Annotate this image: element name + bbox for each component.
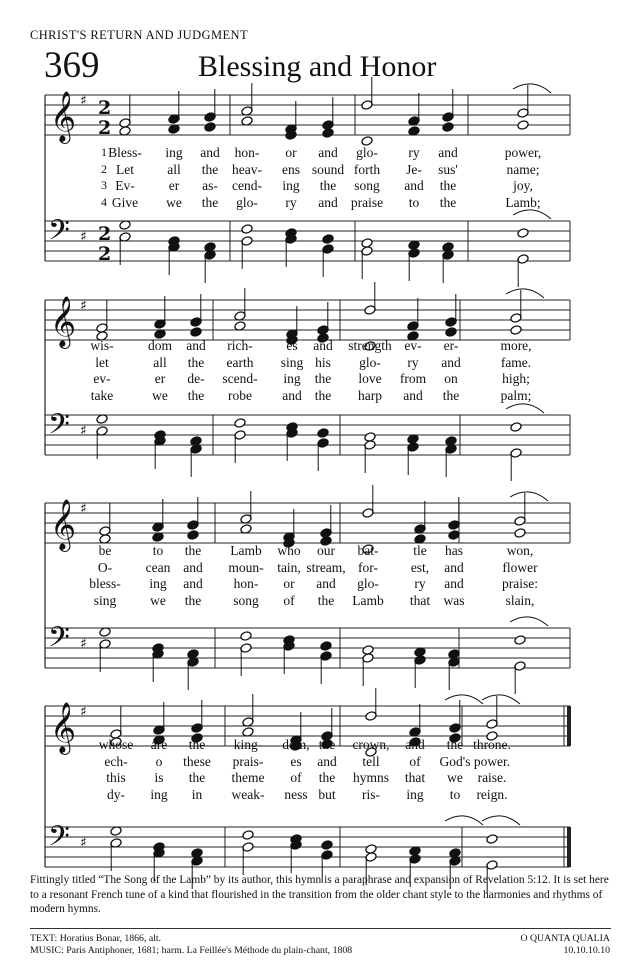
- lyric-syllable: song: [354, 178, 380, 193]
- lyric-syllable: fame.: [500, 354, 532, 370]
- key-signature-sharp-icon: ♯: [80, 636, 87, 652]
- lyric-syllable: harp: [358, 387, 382, 403]
- lyric-syllable: robe: [228, 387, 252, 403]
- hymn-title: Blessing and Honor: [198, 50, 437, 83]
- lyric-syllable: Lamb: [352, 592, 384, 608]
- lyric-syllable: of: [283, 592, 295, 608]
- lyric-syllable: to: [408, 194, 420, 210]
- lyric-syllable: we: [166, 194, 182, 210]
- lyric-syllable: the: [319, 178, 337, 193]
- lyric-syllable: scend-: [222, 371, 258, 386]
- lyric-syllable: glo-: [356, 145, 378, 160]
- lyric-syllable: ech-: [104, 753, 128, 769]
- lyric-syllable: dom,: [282, 737, 310, 752]
- lyric-syllable: power.: [473, 753, 511, 769]
- lyric-syllable: the: [446, 737, 464, 752]
- lyric-syllable: and: [200, 145, 220, 160]
- key-signature-sharp-icon: ♯: [80, 423, 87, 439]
- lyric-syllable: let: [95, 354, 109, 370]
- lyric-syllable: prais-: [232, 753, 264, 769]
- lyric-syllable: ry: [285, 194, 297, 210]
- lyric-syllable: flower: [502, 559, 538, 575]
- note-head: [190, 327, 202, 338]
- lyric-syllable: Lamb: [230, 543, 262, 558]
- lyric-syllable: and: [444, 576, 464, 591]
- lyric-line: [0, 195, 640, 211]
- bass-clef-icon: 𝄢: [48, 214, 70, 254]
- lyric-syllable: on: [444, 371, 458, 386]
- lyric-syllable: the: [314, 371, 332, 386]
- lyric-syllable: and: [183, 576, 203, 591]
- lyric-syllable: praise:: [502, 576, 538, 591]
- lyric-syllable: glo-: [236, 194, 258, 210]
- key-signature-sharp-icon: ♯: [80, 93, 87, 109]
- lyric-syllable: theme: [231, 770, 265, 785]
- key-signature-sharp-icon: ♯: [80, 298, 87, 314]
- lyric-line: [0, 737, 640, 753]
- lyric-syllable: cend-: [232, 178, 262, 193]
- note-head: [317, 428, 329, 439]
- note-head: [510, 422, 522, 433]
- lyric-syllable: we: [150, 592, 166, 608]
- note-head: [322, 128, 334, 139]
- lyric-syllable: the: [187, 354, 205, 370]
- lyric-syllable: ing: [282, 178, 300, 193]
- lyric-syllable: the: [439, 194, 457, 210]
- treble-clef-icon: 𝄞: [50, 702, 77, 753]
- lyric-syllable: we: [447, 770, 463, 785]
- note-head: [517, 120, 529, 131]
- verse-number: 1: [101, 145, 107, 159]
- lyric-line: [0, 787, 640, 803]
- lyric-line: [0, 178, 640, 194]
- lyric-line: [0, 770, 640, 786]
- time-signature-top: 2: [98, 223, 112, 245]
- tie-arc: [445, 695, 483, 704]
- music-credit: MUSIC: Paris Antiphoner, 1681; harm. La Feillée's Méthode du plain-chant, 1808: [30, 944, 353, 956]
- lyric-syllable: ris-: [362, 786, 380, 802]
- note-head: [442, 122, 454, 133]
- lyric-syllable: his: [315, 354, 331, 370]
- lyric-syllable: bless-: [89, 576, 121, 591]
- credits-left: [30, 933, 352, 956]
- note-head: [510, 325, 522, 336]
- lyric-syllable: dy-: [107, 786, 125, 802]
- text-credit: TEXT: Horatius Bonar, 1866, alt.: [30, 933, 162, 944]
- key-signature-sharp-icon: ♯: [80, 704, 87, 720]
- note-head: [321, 840, 333, 851]
- lyric-syllable: sing: [280, 354, 304, 370]
- lyric-syllable: Lamb;: [505, 194, 541, 210]
- note-head: [187, 530, 199, 541]
- lyric-syllable: of: [409, 753, 421, 769]
- tie-arc: [506, 289, 544, 298]
- lyric-syllable: as-: [202, 178, 218, 193]
- lyric-syllable: ens: [282, 161, 300, 177]
- note-head: [445, 327, 457, 338]
- lyric-syllable: the: [184, 592, 202, 608]
- lyric-syllable: joy,: [513, 178, 533, 193]
- lyric-syllable: ev-: [93, 371, 111, 386]
- lyric-line: [0, 754, 640, 770]
- lyric-syllable: the: [314, 387, 332, 403]
- lyric-line: [0, 388, 640, 404]
- lyric-syllable: est,: [410, 559, 430, 575]
- lyric-syllable: more,: [500, 338, 532, 353]
- lyric-syllable: ry: [408, 145, 420, 160]
- tie-arc: [513, 84, 551, 93]
- lyric-syllable: but: [318, 786, 336, 802]
- lyric-syllable: we: [152, 387, 168, 403]
- lyric-syllable: high;: [502, 371, 530, 386]
- lyric-syllable: the: [188, 770, 206, 785]
- lyric-syllable: glo-: [357, 576, 379, 591]
- note-head: [517, 228, 529, 239]
- lyric-syllable: that: [409, 592, 431, 608]
- lyric-line: [0, 371, 640, 387]
- lyric-syllable: tell: [362, 753, 380, 769]
- lyric-syllable: Let: [116, 161, 134, 177]
- note-head: [486, 834, 498, 845]
- lyric-syllable: er-: [443, 338, 459, 353]
- lyric-syllable: ev-: [404, 338, 422, 353]
- lyric-syllable: strength: [348, 338, 392, 353]
- time-signature-top: 2: [98, 97, 112, 119]
- lyric-syllable: tain,: [277, 559, 301, 575]
- time-signature-bottom: 2: [98, 243, 112, 265]
- bass-staff: [45, 621, 570, 668]
- lyric-syllable: rich-: [227, 338, 253, 353]
- lyric-syllable: sus': [438, 161, 458, 177]
- lyric-syllable: the: [439, 178, 457, 193]
- lyric-syllable: of: [290, 770, 302, 785]
- tie-arc: [513, 210, 551, 219]
- key-signature-sharp-icon: ♯: [80, 501, 87, 517]
- key-signature-sharp-icon: ♯: [80, 835, 87, 851]
- note-head: [514, 635, 526, 646]
- lyric-syllable: power,: [504, 145, 542, 160]
- note-head: [240, 631, 252, 642]
- lyric-syllable: and: [318, 145, 338, 160]
- lyric-line: [0, 543, 640, 559]
- lyric-syllable: love: [358, 371, 382, 386]
- tune-name: O QUANTA QUALIA: [520, 933, 610, 944]
- treble-clef-icon: 𝄞: [50, 499, 77, 550]
- lyric-syllable: es: [290, 753, 302, 769]
- lyric-syllable: and: [441, 354, 461, 370]
- time-signature-bottom: 2: [98, 117, 112, 139]
- lyric-syllable: ing: [283, 371, 301, 386]
- hymn-note: Fittingly titled “The Song of the Lamb” by its author, this hymn is a paraphrase and expansion of Revelation 5:12. It is set here to a resonant French tune of a kind that flourished in the transition from the older chant style to the harmonies and rhythms of modern hymns.: [30, 874, 609, 915]
- lyric-syllable: sing: [93, 592, 117, 608]
- lyric-syllable: forth: [353, 161, 381, 177]
- lyric-syllable: praise: [350, 194, 384, 210]
- lyric-syllable: er: [168, 178, 180, 193]
- lyric-syllable: tle: [413, 543, 427, 558]
- footer-divider: [30, 928, 611, 929]
- lyric-syllable: reign.: [476, 786, 508, 802]
- lyric-syllable: our: [317, 543, 335, 558]
- note-head: [234, 418, 246, 429]
- lyric-syllable: was: [443, 592, 465, 608]
- lyric-syllable: and: [183, 559, 203, 575]
- note-head: [242, 830, 254, 841]
- lyric-syllable: bat-: [357, 543, 379, 558]
- key-signature-sharp-icon: ♯: [80, 229, 87, 245]
- lyric-syllable: these: [183, 753, 211, 769]
- lyric-syllable: stream,: [306, 559, 346, 575]
- tie-arc: [445, 816, 483, 825]
- lyric-line: [0, 560, 640, 576]
- hymn-number: 369: [44, 45, 100, 86]
- lyric-syllable: all: [167, 161, 181, 177]
- lyric-syllable: earth: [226, 354, 254, 370]
- lyric-syllable: the: [187, 387, 205, 403]
- lyric-syllable: the: [442, 387, 460, 403]
- lyric-syllable: and: [438, 145, 458, 160]
- lyric-syllable: to: [449, 786, 461, 802]
- note-head: [241, 224, 253, 235]
- credits-right: [520, 933, 610, 956]
- bass-staff: [45, 408, 570, 455]
- lyric-syllable: glo-: [359, 354, 381, 370]
- lyric-syllable: ry: [414, 576, 426, 591]
- lyric-syllable: and: [317, 753, 337, 769]
- lyric-syllable: or: [283, 576, 295, 591]
- treble-clef-icon: 𝄞: [50, 296, 77, 347]
- lyric-syllable: name;: [506, 161, 540, 177]
- lyric-syllable: or: [285, 145, 297, 160]
- lyric-syllable: cean: [145, 559, 171, 575]
- note-head: [514, 528, 526, 539]
- bass-clef-icon: 𝄢: [48, 820, 70, 860]
- lyric-syllable: and: [444, 559, 464, 575]
- lyric-syllable: and: [404, 178, 424, 193]
- lyric-syllable: and: [316, 576, 336, 591]
- lyric-syllable: in: [191, 786, 203, 802]
- lyric-line: [0, 162, 640, 178]
- verse-number: 3: [101, 178, 107, 192]
- lyric-syllable: the: [184, 543, 202, 558]
- bass-clef-icon: 𝄢: [48, 621, 70, 661]
- lyric-syllable: the: [201, 194, 219, 210]
- lyric-syllable: from: [399, 371, 427, 386]
- lyric-syllable: crown,: [352, 737, 390, 752]
- lyric-syllable: who: [277, 543, 301, 558]
- note-head: [448, 530, 460, 541]
- lyric-syllable: ing: [165, 145, 183, 160]
- note-head: [320, 641, 332, 652]
- lyric-syllable: ing: [406, 786, 424, 802]
- lyric-syllable: O-: [97, 559, 113, 575]
- lyric-syllable: slain,: [505, 592, 535, 608]
- lyric-syllable: are: [150, 737, 168, 752]
- lyric-syllable: this: [106, 770, 126, 785]
- lyric-syllable: take: [90, 387, 114, 403]
- lyric-syllable: o: [155, 753, 163, 769]
- lyric-syllable: king-: [233, 737, 263, 752]
- lyric-syllable: Bless-: [108, 145, 142, 160]
- lyric-syllable: de-: [187, 371, 205, 386]
- lyric-syllable: and: [313, 338, 333, 353]
- lyric-line: [0, 355, 640, 371]
- bass-clef-icon: 𝄢: [48, 408, 70, 448]
- section-heading: CHRIST'S RETURN AND JUDGMENT: [30, 28, 248, 42]
- lyric-syllable: moun-: [228, 559, 264, 575]
- lyric-syllable: ness: [284, 786, 308, 802]
- lyric-syllable: whose: [98, 737, 134, 752]
- lyric-syllable: and: [403, 387, 423, 403]
- lyric-line: [0, 593, 640, 609]
- lyric-syllable: be: [98, 543, 112, 558]
- lyric-syllable: sound: [311, 161, 345, 177]
- lyric-line: [0, 338, 640, 354]
- lyric-syllable: song: [233, 592, 259, 608]
- lyric-syllable: es: [286, 338, 298, 353]
- treble-staff: [45, 91, 570, 144]
- lyric-syllable: the: [318, 737, 336, 752]
- lyric-line: [0, 145, 640, 161]
- meter: 10.10.10.10: [563, 944, 610, 956]
- lyric-syllable: Je-: [406, 161, 422, 177]
- lyric-syllable: hon-: [233, 576, 259, 591]
- note-head: [322, 234, 334, 245]
- lyric-syllable: won,: [506, 543, 534, 558]
- lyric-syllable: is: [154, 770, 164, 785]
- lyric-syllable: ing: [150, 786, 168, 802]
- lyric-syllable: Give: [111, 194, 139, 210]
- lyric-syllable: for-: [358, 559, 378, 575]
- tie-arc: [510, 617, 548, 626]
- lyric-syllable: God's: [439, 753, 471, 769]
- lyric-syllable: hon-: [234, 145, 260, 160]
- lyric-syllable: wis-: [90, 338, 114, 353]
- lyric-syllable: the: [317, 592, 335, 608]
- tie-arc: [510, 492, 548, 501]
- lyric-syllable: that: [404, 770, 426, 785]
- lyric-syllable: and: [186, 338, 206, 353]
- tie-arc: [482, 816, 520, 825]
- tie-arc: [482, 695, 520, 704]
- lyric-syllable: ry: [407, 354, 419, 370]
- lyric-syllable: heav-: [232, 161, 262, 177]
- verse-number: 4: [101, 194, 107, 209]
- verse-number: 2: [101, 161, 107, 176]
- lyric-syllable: the: [188, 737, 206, 752]
- lyric-syllable: Ev-: [115, 178, 135, 193]
- lyric-syllable: er: [154, 371, 166, 386]
- lyric-syllable: ing: [149, 576, 167, 591]
- lyric-syllable: and: [405, 737, 425, 752]
- lyric-syllable: and: [318, 194, 338, 210]
- lyric-line: [0, 576, 640, 592]
- lyric-syllable: weak-: [231, 786, 265, 802]
- lyric-syllable: palm;: [500, 387, 532, 403]
- lyric-syllable: raise.: [477, 770, 507, 785]
- tie-arc: [506, 404, 544, 413]
- lyric-syllable: all: [153, 354, 167, 370]
- note-head: [204, 122, 216, 133]
- lyric-syllable: has: [445, 543, 463, 558]
- lyric-syllable: and: [282, 387, 302, 403]
- lyric-syllable: throne.: [473, 737, 511, 752]
- lyric-syllable: hymns: [352, 770, 390, 785]
- lyric-syllable: dom: [147, 338, 173, 353]
- treble-clef-icon: 𝄞: [50, 91, 77, 142]
- lyric-syllable: the: [201, 161, 219, 177]
- lyric-syllable: the: [318, 770, 336, 785]
- lyric-syllable: to: [152, 543, 164, 558]
